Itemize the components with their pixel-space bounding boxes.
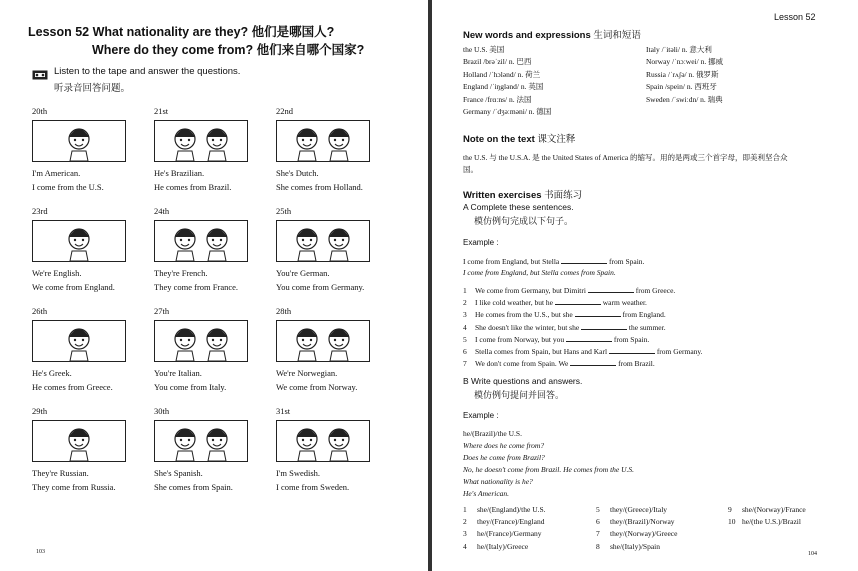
cartoon-eye [188, 339, 190, 341]
sentence-number: 6 [463, 347, 467, 356]
cartoon-eye [74, 139, 76, 141]
cartoon-body [208, 151, 226, 161]
exercise-sentence [463, 309, 666, 319]
answer-blank [570, 358, 616, 366]
item-prompt: they/(France)/England [477, 517, 545, 527]
cartoon-hair [207, 329, 227, 337]
item-prompt: they/(Norway)/Greece [610, 529, 678, 539]
cartoon-hair [69, 129, 89, 137]
cartoon-body [298, 151, 316, 161]
cartoon-figures [277, 221, 369, 261]
cartoon-hair [207, 129, 227, 137]
cartoon-body [298, 351, 316, 361]
cartoon-body [208, 351, 226, 361]
cartoon-eye [220, 139, 222, 141]
date-label: 20th [32, 106, 48, 116]
cartoon-figures [33, 121, 125, 161]
example-answer-line: No, he doesn't come from Brazil. He comes from the U.S. [463, 465, 635, 474]
nationality-line: We're Norwegian. [276, 368, 338, 378]
nationality-line: You're German. [276, 268, 330, 278]
cartoon-eye [220, 239, 222, 241]
cartoon-eye [82, 339, 84, 341]
cartoon-eye [212, 339, 214, 341]
example-answer-line: What nationality is he? [463, 477, 533, 486]
cartoon-eye [310, 439, 312, 441]
answer-blank [609, 346, 655, 354]
item-prompt: they/(Brazil)/Norway [610, 517, 675, 527]
cartoon-illustration [276, 120, 370, 162]
answer-blank [588, 285, 634, 293]
cartoon-eye [342, 239, 344, 241]
cartoon-body [176, 451, 194, 461]
cartoon-body [176, 151, 194, 161]
vocab-entry: Spain /spein/ n. 西班牙 [646, 82, 717, 92]
origin-line: We come from England. [32, 282, 115, 292]
note-heading-zh: 课文注释 [537, 135, 576, 145]
listening-instruction-zh: 听录音回答问题。 [54, 84, 131, 94]
origin-line: You come from Germany. [276, 282, 365, 292]
cartoon-body [70, 351, 88, 361]
cartoon-hair [297, 229, 317, 237]
cartoon-illustration [154, 320, 248, 362]
cartoon-body [70, 251, 88, 261]
example-answer-line: Where does he come from? [463, 441, 545, 450]
cartoon-figures [277, 321, 369, 361]
exercise-item [596, 529, 677, 538]
cartoon-eye [180, 139, 182, 141]
cartoon-figures [277, 421, 369, 461]
cartoon-body [176, 251, 194, 261]
item-prompt: she/(Italy)/Spain [610, 541, 660, 551]
cartoon-eye [188, 139, 190, 141]
vocab-entry: Russia /ˈrʌʃə/ n. 俄罗斯 [646, 69, 719, 79]
exercise-item [463, 529, 542, 538]
nationality-line: I'm American. [32, 168, 81, 178]
example-answer-line: He's American. [463, 489, 510, 498]
section-a-label: A Complete these sentences. [463, 202, 574, 212]
date-label: 21st [154, 106, 169, 116]
item-number: 6 [596, 517, 600, 527]
cartoon-illustration [276, 220, 370, 262]
date-label: 22nd [276, 106, 293, 116]
cartoon-eye [334, 439, 336, 441]
new-words-heading [463, 27, 641, 41]
cartoon-illustration [32, 220, 126, 262]
nationality-line: They're Russian. [32, 468, 89, 478]
cartoon-hair [69, 429, 89, 437]
example-a-after: from Spain. [608, 257, 645, 266]
sentence-before: I come from Norway, but you [475, 334, 565, 344]
example-a-blank [561, 256, 607, 264]
cartoon-eye [74, 239, 76, 241]
exercise-item [728, 517, 801, 526]
cartoon-illustration [154, 120, 248, 162]
cartoon-illustration [154, 220, 248, 262]
new-words-heading-zh: 生词和短语 [593, 31, 641, 41]
cartoon-hair [329, 229, 349, 237]
cartoon-hair [175, 429, 195, 437]
cartoon-figures [155, 321, 247, 361]
cartoon-hair [175, 329, 195, 337]
sentence-number: 7 [463, 359, 467, 369]
item-number: 7 [596, 529, 600, 539]
vocab-entry: France /frɑːns/ n. 法国 [463, 94, 532, 104]
running-head: Lesson 52 [774, 12, 816, 22]
date-label: 27th [154, 306, 170, 316]
origin-line: She comes from Holland. [276, 182, 363, 192]
sentence-before: We don't come from Spain. We [475, 359, 569, 369]
origin-line: I come from Sweden. [276, 482, 350, 492]
exercise-item [463, 517, 544, 526]
answer-blank [555, 297, 601, 305]
cartoon-eye [342, 339, 344, 341]
written-exercises-heading [463, 187, 582, 201]
cartoon-figures [33, 421, 125, 461]
cartoon-eye [188, 439, 190, 441]
example-a-before: I come from England, but Stella [463, 257, 560, 266]
section-a-zh: 模仿例句完成以下句子。 [474, 216, 574, 226]
cartoon-hair [329, 429, 349, 437]
example-label-b: Example : [463, 411, 499, 420]
written-heading-en: Written exercises [463, 190, 542, 201]
exercise-item [463, 505, 546, 514]
nationality-line: You're Italian. [154, 368, 202, 378]
origin-line: He comes from Brazil. [154, 182, 232, 192]
right-page [432, 0, 858, 571]
cartoon-body [330, 251, 348, 261]
exercise-sentence [463, 297, 647, 307]
sentence-after: from Germany. [656, 347, 703, 356]
example-a-sentence [463, 256, 644, 266]
cartoon-illustration [32, 120, 126, 162]
cartoon-illustration [32, 420, 126, 462]
cartoon-body [208, 251, 226, 261]
cartoon-eye [310, 239, 312, 241]
exercise-sentence [463, 334, 649, 344]
date-label: 23rd [32, 206, 48, 216]
item-prompt: he/(France)/Germany [477, 529, 542, 539]
cartoon-figures [33, 321, 125, 361]
example-b-prompt: he/(Brazil)/the U.S. [463, 429, 522, 438]
cartoon-eye [302, 339, 304, 341]
item-prompt: they/(Greece)/Italy [610, 505, 668, 514]
date-label: 31st [276, 406, 291, 416]
nationality-line: She's Dutch. [276, 168, 319, 178]
sentence-number: 4 [463, 322, 467, 332]
cartoon-hair [297, 329, 317, 337]
cartoon-eye [180, 339, 182, 341]
cartoon-eye [212, 239, 214, 241]
note-heading [463, 131, 575, 145]
cartoon-body [298, 251, 316, 261]
left-page [0, 0, 428, 571]
example-label-a: Example : [463, 238, 499, 247]
cartoon-hair [207, 429, 227, 437]
origin-line: They come from France. [154, 282, 239, 292]
answer-blank [575, 309, 621, 317]
vocab-entry: Germany /ˈdʒəːməni/ n. 德国 [463, 107, 552, 116]
item-number: 9 [728, 505, 732, 514]
item-number: 1 [463, 505, 467, 514]
cartoon-hair [329, 329, 349, 337]
cartoon-figures [155, 121, 247, 161]
sentence-before: He comes from the U.S., but she [475, 310, 573, 320]
item-number: 8 [596, 541, 600, 551]
nationality-line: She's Spanish. [154, 468, 203, 478]
exercise-item [728, 505, 806, 514]
origin-line: I come from the U.S. [32, 182, 104, 192]
sentence-after: warm weather. [602, 298, 647, 308]
item-prompt: he/(Italy)/Greece [477, 541, 529, 551]
item-number: 10 [728, 517, 736, 527]
cartoon-eye [212, 439, 214, 441]
cartoon-figures [155, 221, 247, 261]
cartoon-hair [207, 229, 227, 237]
cartoon-eye [334, 339, 336, 341]
cartoon-eye [74, 439, 76, 441]
example-answer-line: Does he come from Brazil? [463, 453, 545, 462]
lesson-subtitle: Where do they come from? 他们来自哪个国家? [92, 43, 365, 57]
section-b-label: B Write questions and answers. [463, 376, 583, 386]
note-heading-en: Note on the text [463, 134, 535, 145]
new-words-heading-en: New words and expressions [463, 30, 591, 41]
cartoon-eye [212, 139, 214, 141]
cartoon-figures [155, 421, 247, 461]
item-number: 5 [596, 505, 600, 514]
cartoon-hair [69, 229, 89, 237]
sentence-before: We come from Germany, but Dimitri [475, 286, 586, 295]
item-prompt: she/(England)/the U.S. [477, 505, 546, 514]
vocab-entry: England /ˈiŋglənd/ n. 英国 [463, 82, 544, 92]
section-b-zh: 模仿例句提问并回答。 [474, 390, 565, 400]
item-number: 4 [463, 541, 467, 551]
nationality-line: We're English. [32, 268, 82, 278]
cartoon-body [176, 351, 194, 361]
sentence-after: the summer. [628, 322, 666, 332]
cartoon-illustration [154, 420, 248, 462]
cartoon-body [70, 151, 88, 161]
sentence-before: She doesn't like the winter, but she [475, 322, 580, 332]
date-label: 30th [154, 406, 170, 416]
sentence-number: 3 [463, 310, 467, 320]
exercise-sentence [463, 285, 675, 295]
date-label: 25th [276, 206, 292, 216]
cartoon-body [330, 351, 348, 361]
exercise-item [596, 542, 660, 551]
nationality-line: They're French. [154, 268, 208, 278]
origin-line: We come from Norway. [276, 382, 358, 392]
cartoon-eye [74, 339, 76, 341]
sentence-after: from Greece. [635, 286, 676, 295]
vocab-entry: the U.S. 美国 [463, 45, 505, 54]
cartoon-eye [334, 139, 336, 141]
note-text-line2: 国。 [463, 165, 478, 174]
sentence-before: Stella comes from Spain, but Hans and Karl [475, 347, 608, 356]
cartoon-eye [188, 239, 190, 241]
note-text-line1: the U.S. 与 the U.S.A. 是 the United States of America 的缩写。用的是两或三个首字母，即美利坚合众 [463, 153, 788, 162]
date-label: 24th [154, 206, 170, 216]
exercise-sentence [463, 346, 703, 356]
origin-line: You come from Italy. [154, 382, 227, 392]
item-number: 2 [463, 517, 467, 527]
item-prompt: he/(the U.S.)/Brazil [742, 517, 801, 527]
date-label: 29th [32, 406, 48, 416]
cartoon-hair [175, 229, 195, 237]
cartoon-hair [329, 129, 349, 137]
sentence-number: 5 [463, 334, 467, 344]
cartoon-eye [82, 139, 84, 141]
cartoon-eye [302, 139, 304, 141]
sentence-after: from Brazil. [618, 359, 655, 369]
cartoon-illustration [32, 320, 126, 362]
cartoon-eye [220, 339, 222, 341]
sentence-number: 2 [463, 298, 467, 308]
cartoon-body [330, 151, 348, 161]
nationality-line: He's Brazilian. [154, 168, 205, 178]
exercise-sentence [463, 322, 666, 332]
exercise-item [463, 542, 528, 551]
cartoon-illustration [276, 420, 370, 462]
answer-blank [566, 334, 612, 342]
cartoon-body [208, 451, 226, 461]
cartoon-eye [220, 439, 222, 441]
exercise-item [596, 517, 675, 526]
cartoon-eye [180, 439, 182, 441]
cartoon-eye [82, 239, 84, 241]
sentence-after: from Spain. [613, 334, 650, 344]
cartoon-hair [69, 329, 89, 337]
vocab-entry: Sweden /ˈswiːdn/ n. 瑞典 [646, 94, 723, 104]
cartoon-body [330, 451, 348, 461]
cartoon-hair [175, 129, 195, 137]
cartoon-eye [82, 439, 84, 441]
example-a-answer: I come from England, but Stella comes from Spain. [463, 268, 616, 277]
lesson-title: Lesson 52 What nationality are they? 他们是哪国人? [28, 25, 335, 39]
vocab-entry: Holland /ˈhɔlənd/ n. 荷兰 [463, 69, 541, 79]
exercise-sentence [463, 358, 655, 368]
answer-blank [581, 322, 627, 330]
nationality-line: I'm Swedish. [276, 468, 321, 478]
page-number-right: 104 [808, 551, 817, 557]
sentence-number: 1 [463, 286, 467, 295]
cartoon-illustration [276, 320, 370, 362]
cartoon-hair [297, 429, 317, 437]
cartoon-body [298, 451, 316, 461]
cartoon-eye [310, 339, 312, 341]
item-prompt: she/(Norway)/France [742, 505, 806, 514]
cartoon-eye [334, 239, 336, 241]
cartoon-eye [342, 439, 344, 441]
cartoon-hair [297, 129, 317, 137]
vocab-entry: Italy /ˈitəli/ n. 意大利 [646, 45, 712, 54]
vocab-entry: Brazil /brəˈzil/ n. 巴西 [463, 57, 532, 67]
item-number: 3 [463, 529, 467, 539]
date-label: 28th [276, 306, 292, 316]
cartoon-body [70, 451, 88, 461]
exercise-item [596, 505, 667, 514]
cassette-icon [32, 70, 48, 80]
cartoon-eye [302, 439, 304, 441]
cartoon-figures [33, 221, 125, 261]
origin-line: She comes from Spain. [154, 482, 233, 492]
cartoon-eye [302, 239, 304, 241]
page-number-left: 103 [36, 549, 45, 555]
nationality-line: He's Greek. [32, 368, 72, 378]
cartoon-figures [277, 121, 369, 161]
cartoon-eye [310, 139, 312, 141]
written-heading-zh: 书面练习 [544, 191, 583, 201]
origin-line: He comes from Greece. [32, 382, 113, 392]
origin-line: They come from Russia. [32, 482, 116, 492]
cartoon-eye [342, 139, 344, 141]
sentence-after: from England. [622, 310, 666, 320]
sentence-before: I like cold weather, but he [475, 298, 554, 308]
listening-instruction: Listen to the tape and answer the questions. [54, 66, 241, 77]
vocab-entry: Norway /ˈnɔːwei/ n. 挪威 [646, 57, 724, 67]
cartoon-eye [180, 239, 182, 241]
date-label: 26th [32, 306, 48, 316]
